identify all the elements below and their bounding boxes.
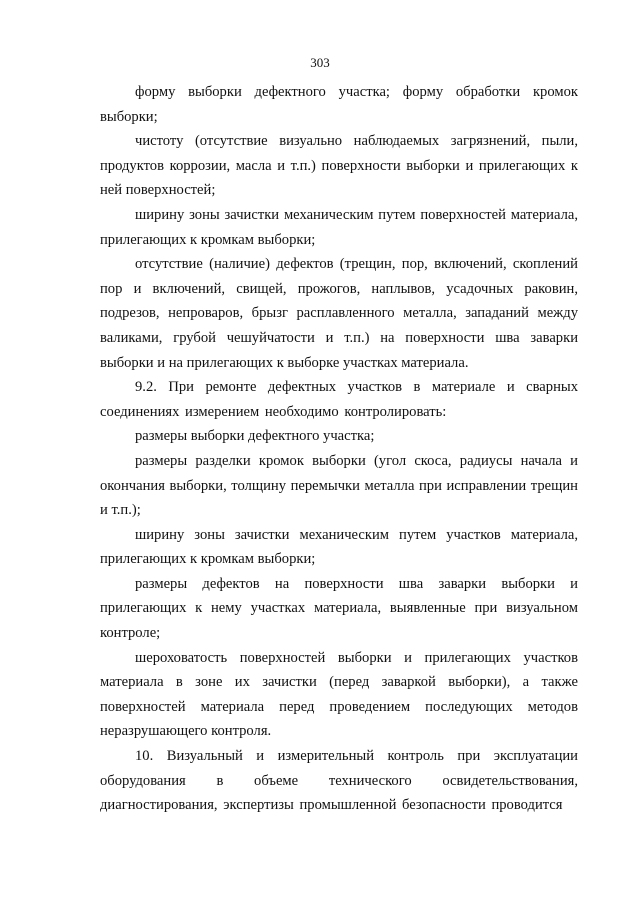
page-number: 303 — [310, 55, 330, 70]
paragraph-cleaning-zone-sections: ширину зоны зачистки механическим путем участков материала, прилегающих к кромкам выборки; — [100, 526, 578, 568]
paragraph-section-9-2: 9.2. При ремонте дефектных участков в материале и сварных соединениях измерением необходимо контролировать: — [100, 379, 578, 420]
paragraph-sample-shape: форму выборки дефектного участка; форму обработки кромок выборки; — [100, 84, 578, 125]
paragraph-edge-preparation: размеры разделки кромок выборки (угол скоса, радиусы начала и окончания выборки, толщину перемычки металла при исправлении трещин и т.п.); — [100, 452, 578, 519]
paragraph-cleanliness: чистоту (отсутствие визуально наблюдаемых загрязнений, пыли, продуктов коррозии, масла и т.п.) поверхности выборки и прилегающих к ней поверхностей; — [100, 133, 578, 199]
paragraph-section-10: 10. Визуальный и измерительный контроль при эксплуатации оборудования в объеме технического освидетельствования, диагностирования, экспертизы промышленной безопасности проводится — [100, 748, 578, 814]
paragraph-defects-presence: отсутствие (наличие) дефектов (трещин, пор, включений, скоплений пор и включений, свищей, прожогов, наплывов, усадочных раковин, подрезов, непроваров, брызг расплавленного металла, западаний между валиками, грубой чешуйчатости и т.п.) на поверхности шва заварки выборки и на прилегающих к выборке участках материала. — [100, 256, 578, 371]
paragraph-roughness: шероховатость поверхностей выборки и прилегающих участков материала в зоне их зачистки (перед заваркой выборки), а также поверхностей материала перед проведением последующих методов неразрушающего контроля. — [100, 649, 578, 740]
document-body — [100, 80, 578, 818]
paragraph-cleaning-zone-width: ширину зоны зачистки механическим путем поверхностей материала, прилегающих к кромкам выборки; — [100, 206, 578, 248]
paragraph-sample-dimensions: размеры выборки дефектного участка; — [135, 428, 375, 445]
paragraph-defect-sizes: размеры дефектов на поверхности шва заварки выборки и прилегающих к нему участках материала, выявленные при визуальном контроле; — [100, 575, 578, 642]
